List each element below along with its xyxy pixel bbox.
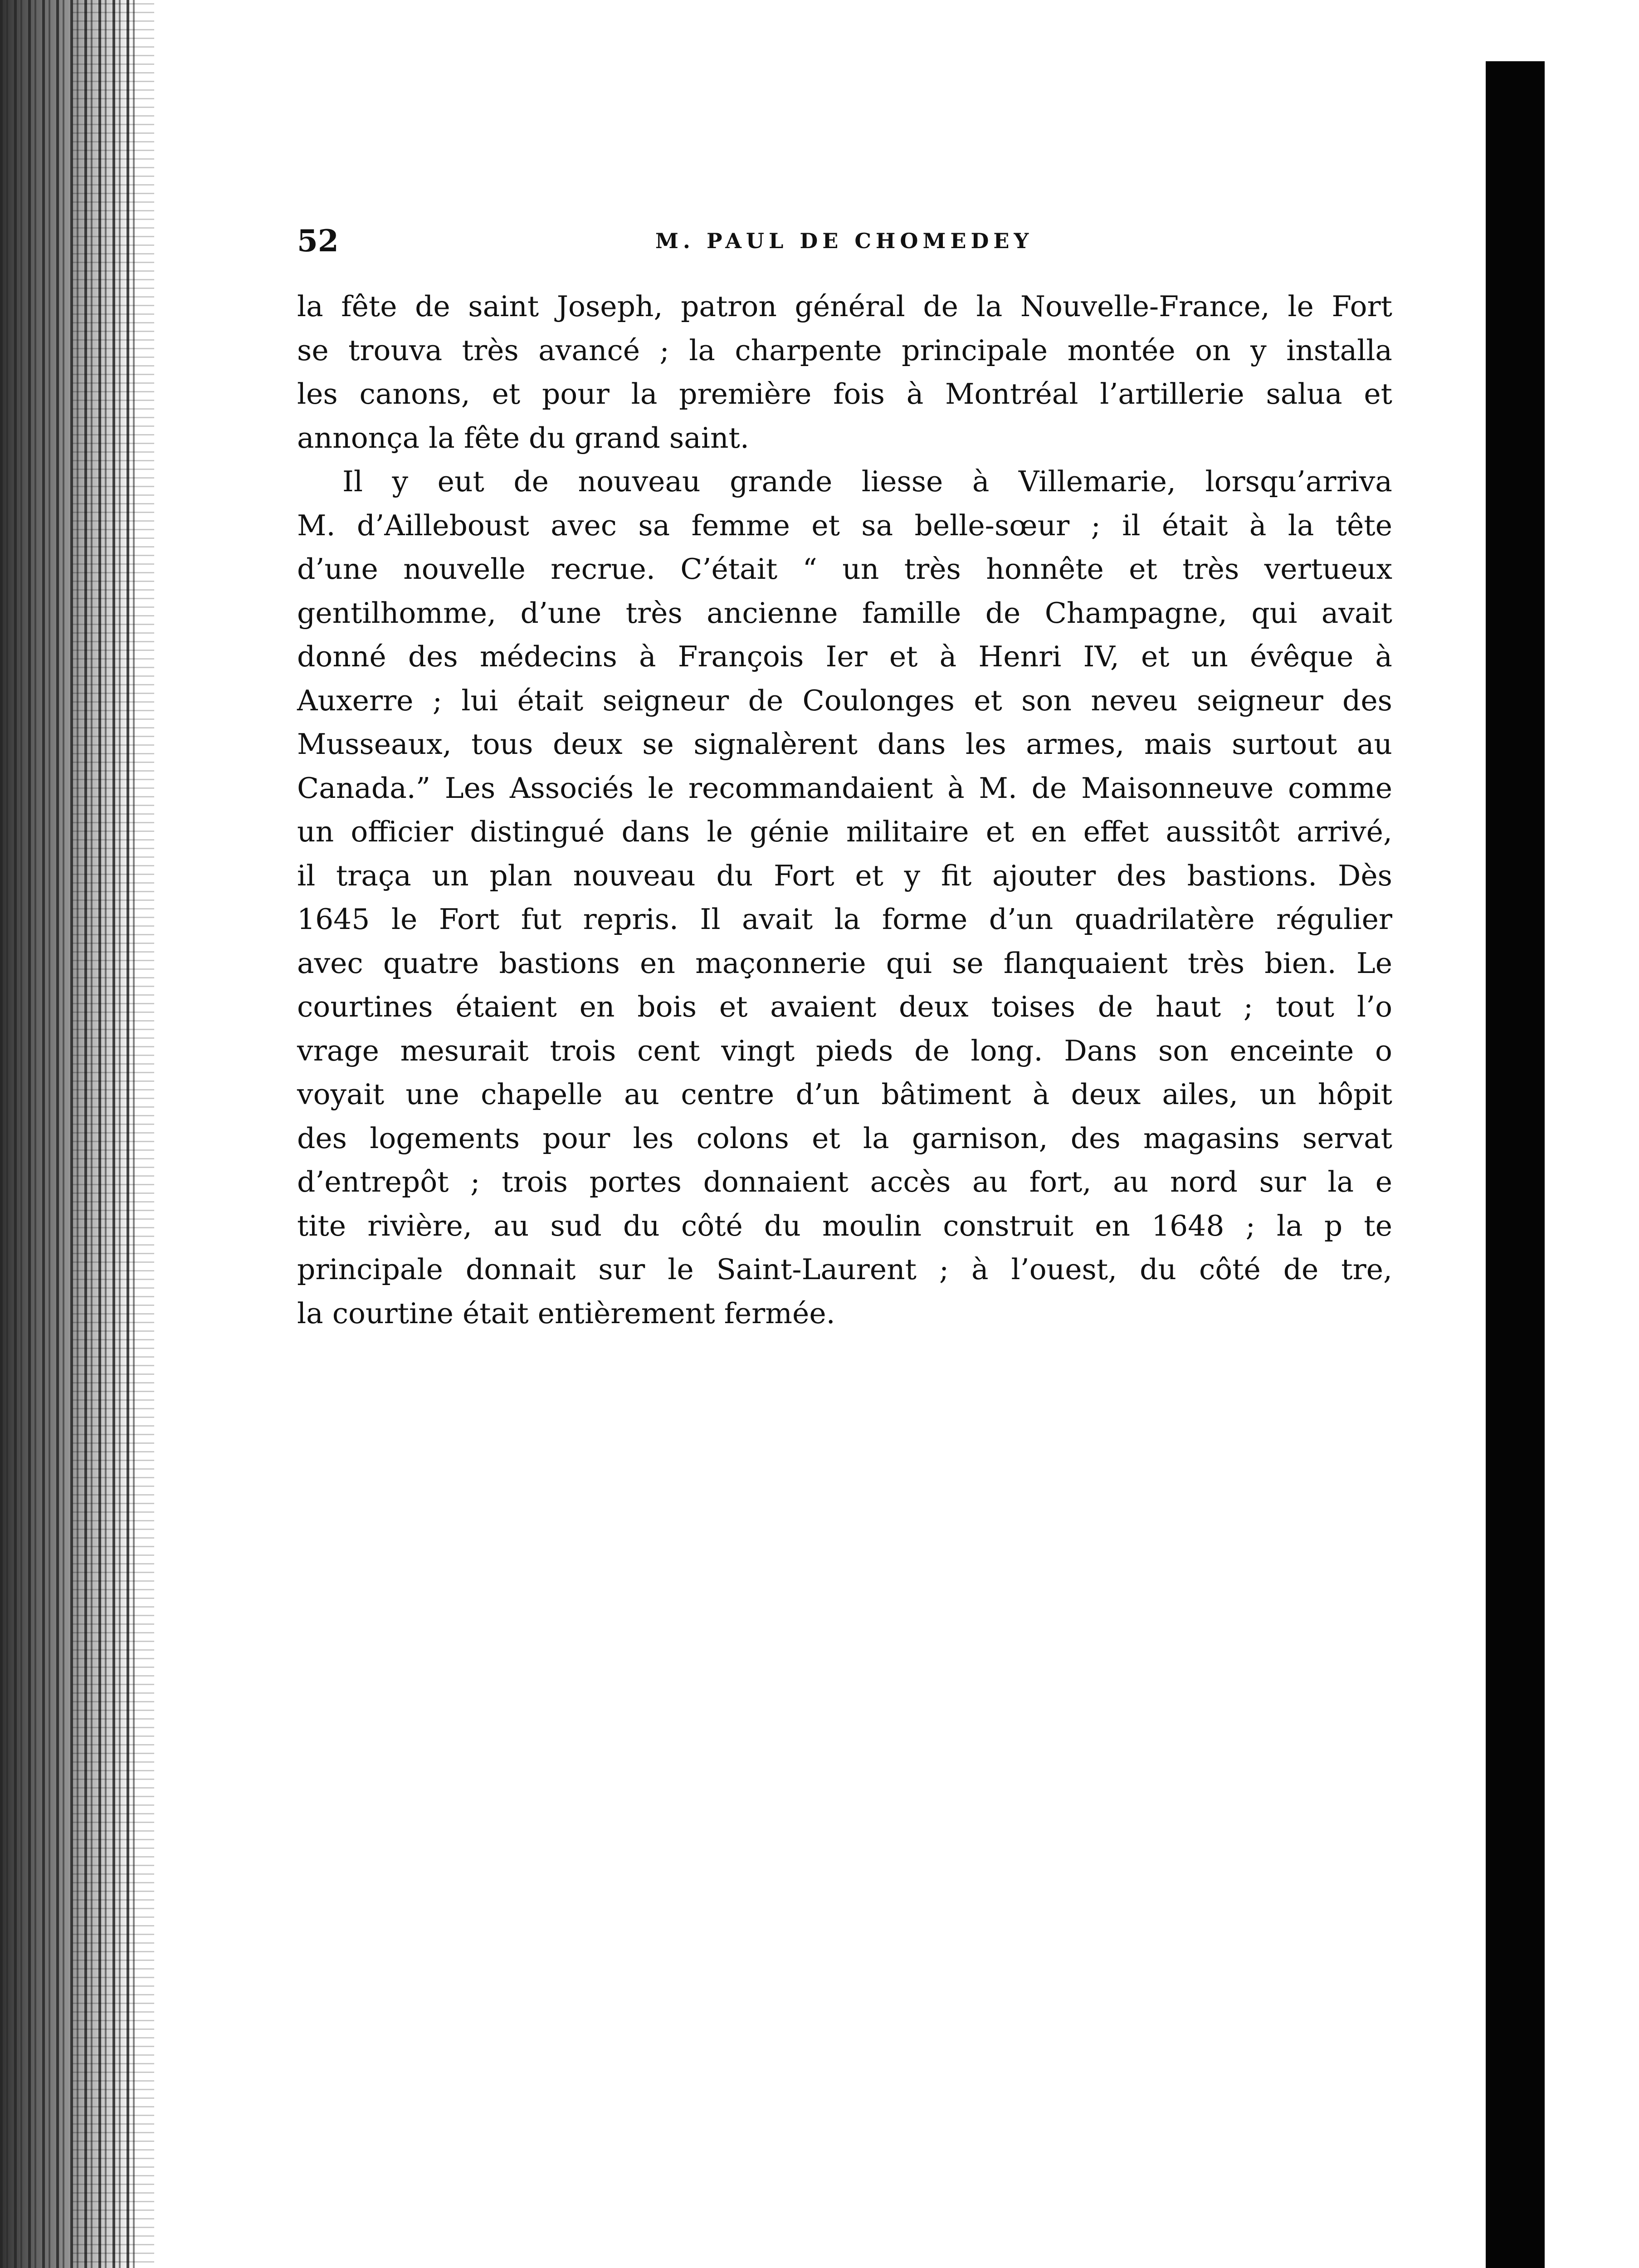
text-line: donné des médecins à François Ier et à Henri IV, et un évêque à: [297, 640, 1392, 673]
text-line: voyait une chapelle au centre d’un bâtiment à deux ailes, un hôpit: [297, 1078, 1392, 1111]
scan-right-edge: [1486, 61, 1545, 2268]
text-line: principale donnait sur le Saint-Laurent ; à l’ouest, du côté de tre,: [297, 1253, 1392, 1286]
text-line: d’une nouvelle recrue. C’était “ un très honnête et très vertueux: [297, 552, 1392, 586]
text-line: Il y eut de nouveau grande liesse à Villemarie, lorsqu’arriva: [342, 465, 1392, 498]
text-line: Musseaux, tous deux se signalèrent dans les armes, mais surtout au: [297, 728, 1392, 761]
text-line: il traça un plan nouveau du Fort et y fit ajouter des bastions. Dès: [297, 859, 1392, 892]
text-line: les canons, et pour la première fois à Montréal l’artillerie salua et: [297, 377, 1392, 411]
text-line: la fête de saint Joseph, patron général de la Nouvelle-France, le Fort: [297, 290, 1392, 323]
text-line: se trouva très avancé ; la charpente principale montée on y installa: [297, 333, 1392, 367]
text-line: un officier distingué dans le génie militaire et en effet aussitôt arrivé,: [297, 815, 1392, 848]
text-line: M. d’Ailleboust avec sa femme et sa belle-sœur ; il était à la tête: [297, 508, 1392, 542]
scan-left-edge-speckle: [73, 0, 154, 2268]
text-line: 1645 le Fort fut repris. Il avait la forme d’un quadrilatère régulier: [297, 903, 1392, 936]
body-text: [297, 285, 1392, 1335]
text-line: tite rivière, au sud du côté du moulin construit en 1648 ; la p te: [297, 1209, 1392, 1242]
text-line: Canada.” Les Associés le recommandaient à M. de Maisonneuve comme: [297, 771, 1392, 805]
text-line: vrage mesurait trois cent vingt pieds de long. Dans son enceinte o: [297, 1034, 1392, 1067]
text-line: gentilhomme, d’une très ancienne famille de Champagne, qui avait: [297, 596, 1392, 630]
text-line: d’entrepôt ; trois portes donnaient accès au fort, au nord sur la e: [297, 1165, 1392, 1198]
running-title: M. PAUL DE CHOMEDEY: [655, 229, 1034, 253]
page-header: [297, 223, 1476, 264]
text-line: la courtine était entièrement fermée.: [297, 1296, 835, 1330]
text-line: avec quatre bastions en maçonnerie qui se flanquaient très bien. Le: [297, 946, 1392, 980]
text-line: des logements pour les colons et la garnison, des magasins servat: [297, 1121, 1392, 1155]
page-number: 52: [297, 223, 339, 259]
text-line: courtines étaient en bois et avaient deux toises de haut ; tout l’o: [297, 990, 1392, 1023]
text-line: annonça la fête du grand saint.: [297, 421, 749, 455]
text-line: Auxerre ; lui était seigneur de Coulonges et son neveu seigneur des: [297, 684, 1392, 717]
